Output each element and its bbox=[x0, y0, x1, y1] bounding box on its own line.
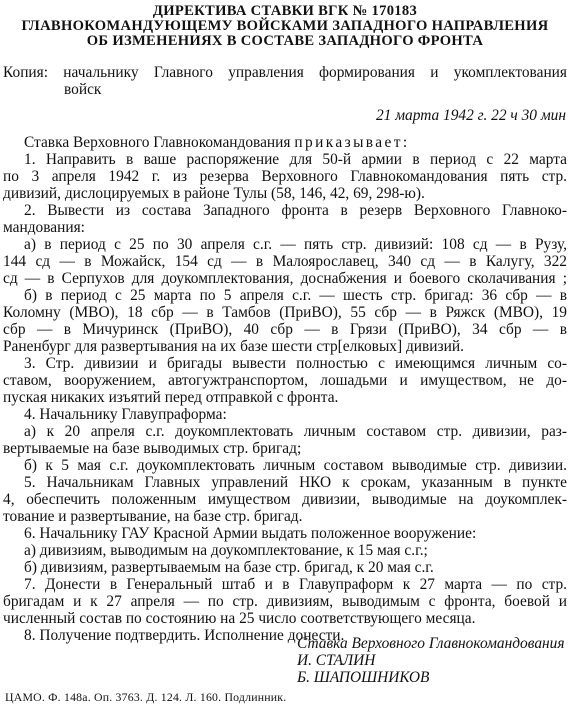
body-line: ставом, вооружением, автогужтранспортом, лошадьми и имуществом, не до- bbox=[3, 372, 567, 389]
body-line: 6. Начальнику ГАУ Красной Армии выдать положенное вооружение: bbox=[24, 525, 477, 542]
body-line: а) в период с 25 по 30 апреля с.г. — пять стр. дивизий: 108 сд — в Рузу, bbox=[24, 236, 567, 253]
body-line: бригадам и к 27 апреля — по стр. дивизиям, выводимым с фронта, боевой и bbox=[3, 593, 567, 610]
copy-line-2: войск bbox=[64, 81, 102, 98]
body-line: 4. Начальнику Главупраформа: bbox=[24, 406, 227, 423]
body-line: тование и развертывание, на базе стр. бригад. bbox=[3, 508, 303, 525]
copy-line-1: Копия: начальнику Главного управления формирования и укомплектования bbox=[3, 64, 567, 81]
body-line: численный состав по состоянию на 25 число соответствующего месяца. bbox=[3, 610, 476, 627]
body-line: 2. Вывести из состава Западного фронта в резерв Верховного Главноко- bbox=[24, 202, 567, 219]
directive-date: 21 марта 1942 г. 22 ч 30 мин bbox=[375, 107, 566, 124]
signature-issuer: Ставка Верховного Главнокомандования bbox=[297, 635, 565, 652]
intro-verb: приказывает: bbox=[294, 134, 410, 151]
body-line: по 3 апреля 1942 г. из резерва Верховного Главнокомандования пять стр. bbox=[3, 168, 567, 185]
body-line: дивизий, дислоцируемых в районе Тулы (58, 146, 42, 69, 298-ю). bbox=[3, 185, 425, 202]
body-line: б) к 5 мая с.г. доукомплектовать личным составом выводимые стр. дивизии. bbox=[24, 457, 567, 474]
body-line: мандования: bbox=[3, 219, 85, 236]
body-line: 3. Стр. дивизии и бригады вывести полностью с имеющимся личным со- bbox=[24, 355, 567, 372]
body-line: 1. Направить в ваше распоряжение для 50-й армии в период с 22 марта bbox=[24, 151, 567, 168]
body-line: вертываемые на базе выводимых стр. бригад; bbox=[3, 440, 302, 457]
directive-subject: ОБ ИЗМЕНЕНИЯХ В СОСТАВЕ ЗАПАДНОГО ФРОНТА bbox=[86, 33, 484, 49]
body-line: 5. Начальникам Главных управлений НКО к срокам, указанным в пункте bbox=[24, 474, 567, 491]
directive-title: ДИРЕКТИВА СТАВКИ ВГК № 170183 bbox=[152, 3, 418, 19]
body-line: Коломну (МВО), 18 сбр — в Тамбов (ПриВО), 55 сбр — в Ряжск (МВО), 19 bbox=[3, 304, 567, 321]
body-line: б) дивизиям, развертываемым на базе стр. бригад, к 20 мая с.г. bbox=[24, 559, 434, 576]
body-line: а) к 20 апреля с.г. доукомплектовать личным составом стр. дивизии, раз- bbox=[24, 423, 567, 440]
directive-addressee: ГЛАВНОКОМАНДУЮЩЕМУ ВОЙСКАМИ ЗАПАДНОГО НАПРАВЛЕНИЯ bbox=[21, 18, 549, 34]
body-line: 7. Донести в Генеральный штаб и в Главупраформ к 27 марта — по стр. bbox=[24, 576, 567, 593]
signature-shaposhnikov: Б. ШАПОШНИКОВ bbox=[297, 669, 430, 686]
signature-stalin: И. СТАЛИН bbox=[297, 652, 376, 669]
body-line: пуская никаких изъятий перед отправкой с фронта. bbox=[3, 389, 339, 406]
body-line: 144 сд — в Можайск, 154 сд — в Малоярославец, 340 сд — в Калугу, 322 bbox=[3, 253, 567, 270]
body-line: а) дивизиям, выводимым на доукомплектование, к 15 мая с.г.; bbox=[24, 542, 428, 559]
body-line: 4, обеспечить положенным имуществом дивизии, выводимые на доукомплек- bbox=[3, 491, 567, 508]
body-line: б) в период с 25 марта по 5 апреля с.г. — шесть стр. бригад: 36 сбр — в bbox=[24, 287, 567, 304]
body-line: 8. Получение подтвердить. Исполнение донести. bbox=[24, 627, 345, 644]
body-line: сбр — в Мичуринск (ПриВО), 40 сбр — в Грязи (ПриВО), 34 сбр — в bbox=[3, 321, 567, 338]
intro-lead: Ставка Верховного Главнокомандования bbox=[24, 134, 295, 151]
archive-source: ЦАМО. Ф. 148а. Оп. 3763. Д. 124. Л. 160. Подлинник. bbox=[5, 690, 287, 704]
intro-line bbox=[24, 134, 410, 151]
body-line: сд — в Серпухов для доукомплектования, доснабжения и боевого сколачивания ; bbox=[3, 270, 567, 287]
body-line: Раненбург для развертывания на их базе шести стр[елковых] дивизий. bbox=[3, 338, 464, 355]
